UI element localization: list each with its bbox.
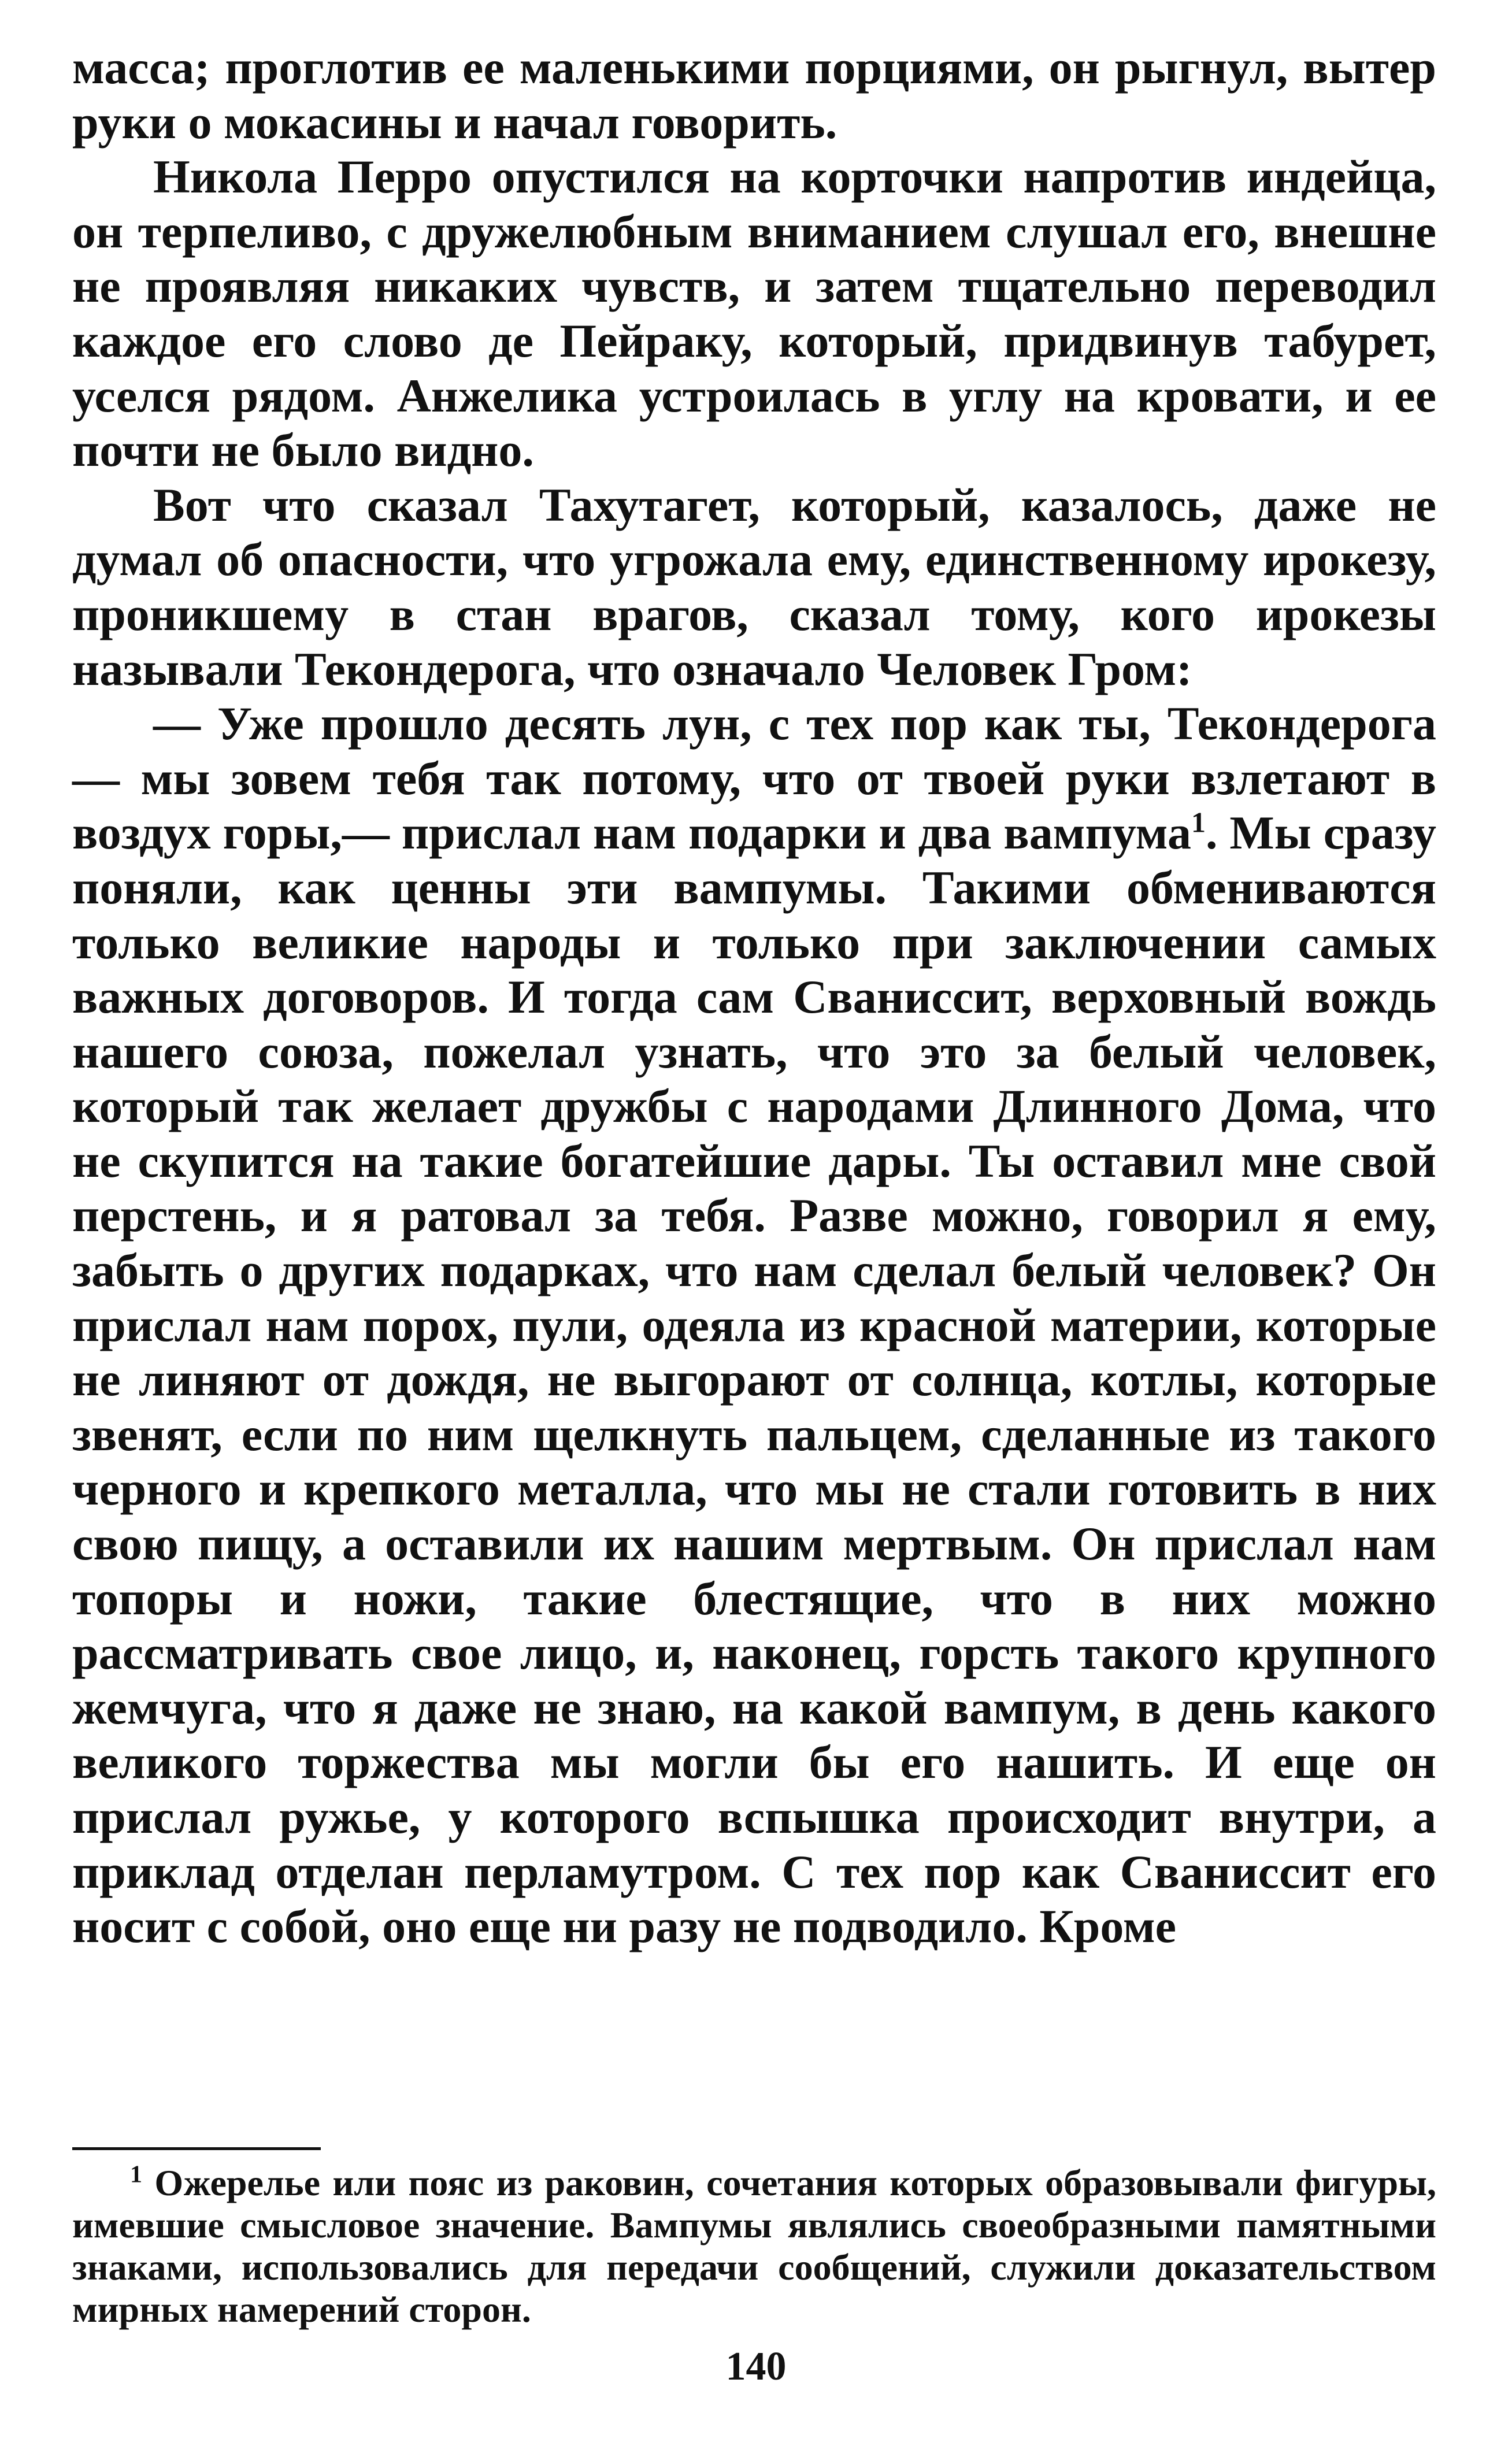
paragraph-speech [72, 696, 1436, 1954]
footnote-text: Ожерелье или пояс из раковин, сочетания которых образовывали фигуры, имевшие смысловое значение. Вампумы являлись своеобразными памятными знаками, использовались для передачи сообщений, служили доказательством мирных намерений сторон. [72, 2162, 1436, 2330]
footnote-reference: 1 [1191, 806, 1206, 839]
paragraph-3: Вот что сказал Тахутагет, который, казалось, даже не думал об опасности, что угрожала ему, единственному ирокезу, проникшему в стан врагов, сказал тому, кого ирокезы называли Текондерога, что означало Человек Гром: [72, 478, 1436, 695]
page-number: 140 [725, 2344, 787, 2389]
paragraph-2: Никола Перро опустился на корточки напротив индейца, он терпеливо, с дружелюбным вниманием слушал его, внешне не проявляя никаких чувств, и затем тщательно переводил каждое его слово де Пейраку, который, придвинув табурет, уселся рядом. Анжелика устроилась в углу на кровати, и ее почти не было видно. [72, 150, 1436, 477]
footnote [72, 2162, 1436, 2330]
speech-text-start: — Уже прошло десять лун, с тех пор как ты, Текондерога — мы зовем тебя так потому, что от твоей руки взлетают в воздух горы,— прислал нам подарки и два вампума [72, 697, 1436, 859]
footnote-marker: 1 [130, 2161, 142, 2188]
page-body [72, 40, 1436, 1954]
paragraph-1: масса; проглотив ее маленькими порциями, он рыгнул, вытер руки о мокасины и начал говорить. [72, 41, 1436, 149]
speech-text-continued: . Мы сразу поняли, как ценны эти вампумы. Такими обмениваются только великие народы и только при заключении самых важных договоров. И тогда сам Сваниссит, верховный вождь нашего союза, пожелал узнать, что это за белый человек, который так желает дружбы с народами Длинного Дома, что не скупится на такие богатейшие дары. Ты оставил мне свой перстень, и я ратовал за тебя. Разве можно, говорил я ему, забыть о других подарках, что нам сделал белый человек? Он прислал нам порох, пули, одеяла из красной материи, которые не линяют от дождя, не выгорают от солнца, котлы, которые звенят, если по ним щелкнуть пальцем, сделанные из такого черного и крепкого металла, что мы не стали готовить в них свою пищу, а оставили их нашим мертвым. Он прислал нам топоры и ножи, такие блестящие, что в них можно рассматривать свое лицо, и, наконец, горсть такого крупного жемчуга, что я даже не знаю, на какой вампум, в день какого великого торжества мы могли бы его нашить. И еще он прислал ружье, у которого вспышка происходит внутри, а приклад отделан перламутром. С тех пор как Сваниссит его носит с собой, оно еще ни разу не подводило. Кроме [72, 806, 1436, 1953]
body-text [72, 40, 1436, 1954]
footnote-divider [72, 2147, 321, 2150]
